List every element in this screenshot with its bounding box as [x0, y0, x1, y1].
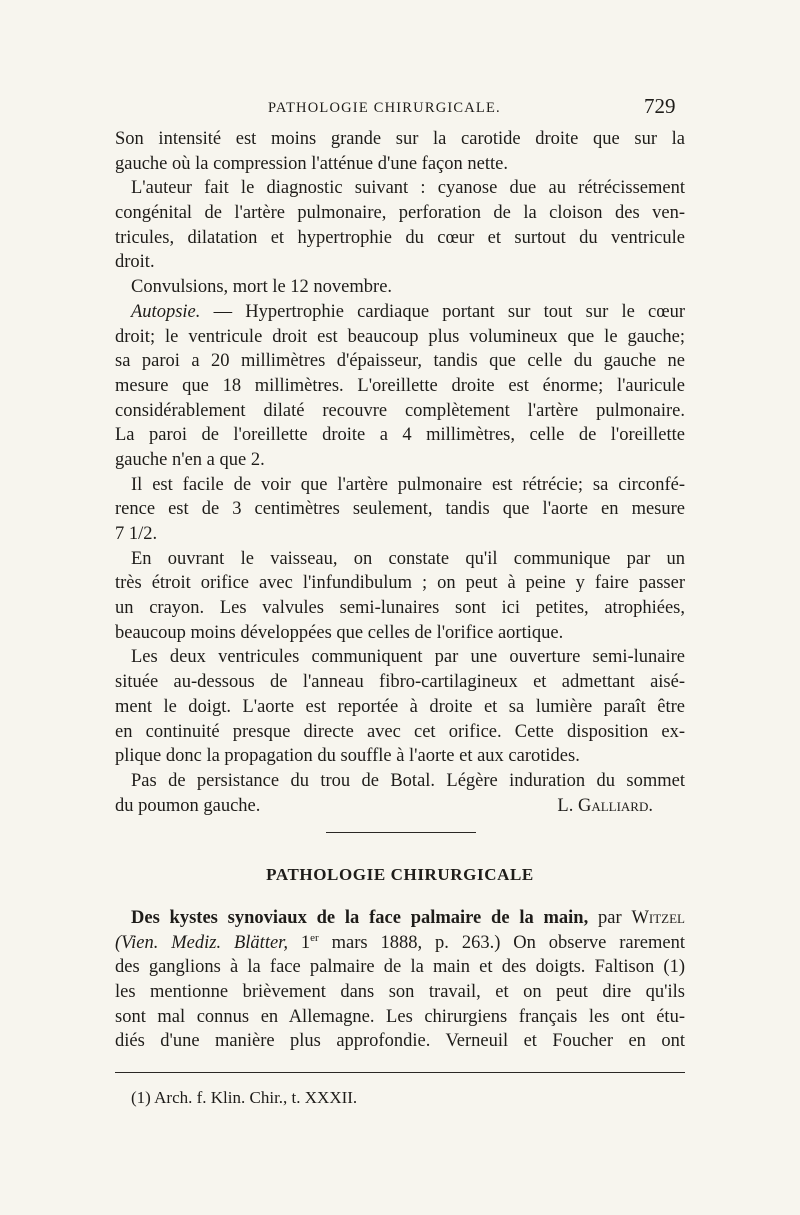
text-line: droit; le ventricule droit est beaucoup plus volumineux que le gauche; — [115, 326, 685, 347]
text-line: gauche n'en a que 2. — [115, 449, 265, 470]
article-author: Witzel — [631, 908, 685, 928]
article-title-line — [115, 906, 685, 931]
autopsie-label: Autopsie. — [131, 301, 201, 322]
text-line: En ouvrant le vaisseau, on constate qu'il communique par un — [131, 548, 685, 569]
text-line: La paroi de l'oreillette droite a 4 millimètres, celle de l'oreillette — [115, 425, 685, 446]
citation-line — [115, 931, 685, 956]
text-line: des ganglions à la face palmaire de la main et des doigts. Faltison (1) — [115, 957, 685, 978]
text-line: ment le doigt. L'aorte est reportée à droite et sa lumière paraît être — [115, 696, 685, 717]
text-line-signed — [115, 794, 685, 819]
text-line: considérablement dilaté recouvre complètement l'artère pulmonaire. — [115, 400, 685, 421]
text-line: beaucoup moins développées que celles de l'orifice aortique. — [115, 622, 564, 643]
text-line-rest: On observe rarement — [500, 932, 685, 953]
by-word: par — [588, 908, 632, 928]
text-line: Son intensité est moins grande sur la carotide droite que sur la — [115, 129, 685, 149]
text-line: diés d'une manière plus approfondie. Verneuil et Foucher en ont — [115, 1031, 685, 1052]
citation-pages: p. 263.) — [422, 932, 501, 953]
text-line: Pas de persistance du trou de Botal. Légère induration du sommet — [131, 770, 685, 791]
text-line: Convulsions, mort le 12 novembre. — [131, 277, 393, 298]
author-signature — [557, 794, 653, 819]
article-end-text — [115, 127, 685, 818]
citation-source: (Vien. Mediz. Blätter, — [115, 932, 288, 953]
text-line-lead: du poumon gauche. — [115, 795, 261, 816]
text-line: les mentionne brièvement dans son travail, et on peut dire qu'ils — [115, 982, 685, 1003]
text-line: très étroit orifice avec l'infundibulum ; on peut à peine y faire passer — [115, 573, 685, 594]
text-line: en continuité presque directe avec cet orifice. Cette disposition ex- — [115, 721, 685, 742]
text-line — [115, 300, 685, 325]
article-title: Des kystes synoviaux de la face palmaire de la main, — [131, 908, 589, 928]
footnote: (1) Arch. f. Klin. Chir., t. XXXII. — [131, 1088, 358, 1107]
text-line: mesure que 18 millimètres. L'oreillette droite est énorme; l'auricule — [115, 375, 685, 396]
text-line: L'auteur fait le diagnostic suivant : cyanose due au rétrécissement — [131, 178, 685, 199]
text-line: Il est facile de voir que l'artère pulmonaire est rétrécie; sa circonfé- — [131, 474, 685, 495]
text-line: située au-dessous de l'anneau fibro-cartilagineux et admettant aisé- — [115, 672, 685, 693]
section-heading: PATHOLOGIE CHIRURGICALE — [266, 865, 534, 884]
signature-initial: L. — [557, 795, 578, 816]
text-line: droit. — [115, 252, 155, 273]
citation-day: 1 — [287, 932, 311, 953]
text-line: rence est de 3 centimètres seulement, tandis que l'aorte en mesure — [115, 499, 685, 520]
running-header — [0, 96, 800, 120]
page-number: 729 — [644, 94, 676, 118]
text-line: Les deux ventricules communiquent par une ouverture semi-lunaire — [131, 647, 685, 668]
text-line: un crayon. Les valvules semi-lunaires sont ici petites, atrophiées, — [115, 598, 685, 619]
text-line: 7 1/2. — [115, 524, 158, 544]
citation-day-suffix: er — [310, 931, 319, 944]
text-line: sa paroi a 20 millimètres d'épaisseur, tandis que celle du gauche ne — [115, 351, 685, 372]
signature-name: Galliard. — [577, 795, 653, 816]
section-divider — [326, 832, 476, 833]
text-line: congénital de l'artère pulmonaire, perforation de la cloison des ven- — [115, 203, 685, 224]
footnote-divider — [115, 1072, 685, 1073]
new-article-text — [115, 906, 685, 1054]
text-line-rest: — Hypertrophie cardiaque portant sur tout sur le cœur — [213, 301, 686, 322]
citation-date: mars 1888, — [318, 932, 423, 953]
running-title: PATHOLOGIE CHIRURGICALE. — [268, 100, 501, 116]
text-line: plique donc la propagation du souffle à l'aorte et aux carotides. — [115, 746, 580, 767]
text-line: tricules, dilatation et hypertrophie du cœur et surtout du ventricule — [115, 227, 685, 248]
text-line: sont mal connus en Allemagne. Les chirurgiens français les ont étu- — [115, 1006, 685, 1027]
text-line: gauche où la compression l'atténue d'une façon nette. — [115, 153, 508, 174]
